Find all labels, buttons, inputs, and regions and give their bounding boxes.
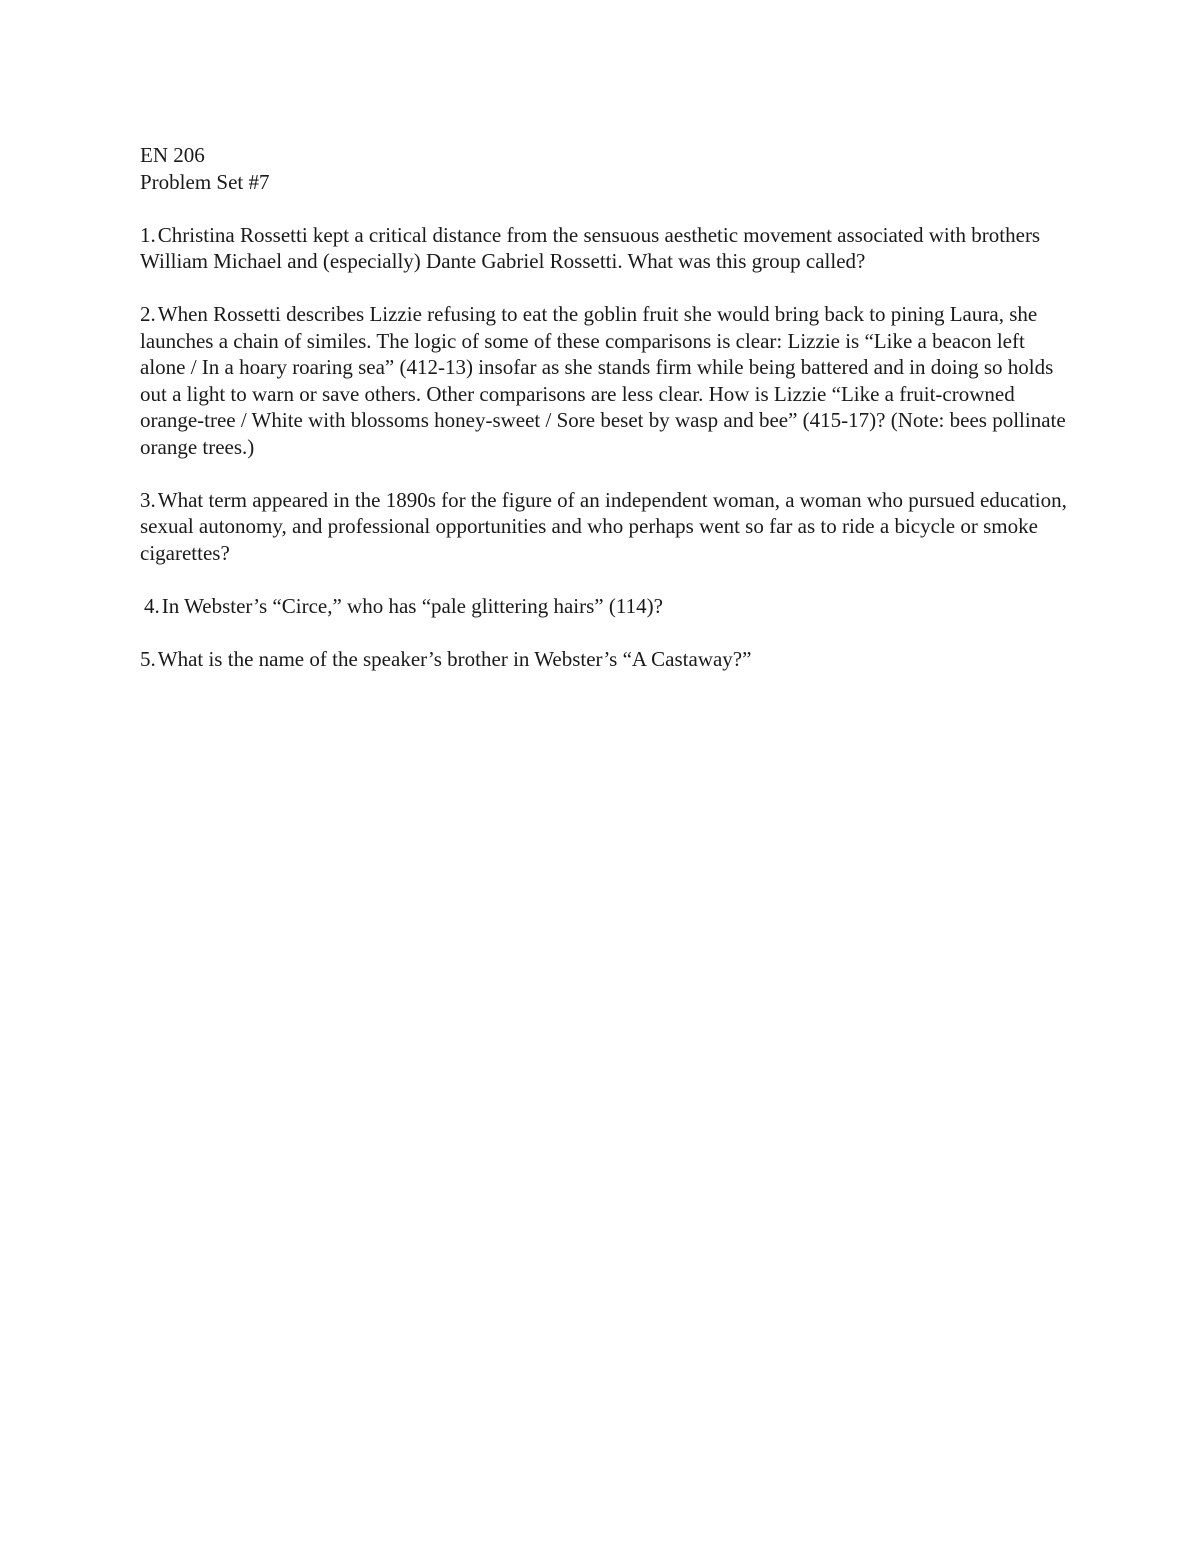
- question-text: What term appeared in the 1890s for the figure of an independent woman, a woman who pursued education, sexual autonomy, and professional opportunities and who perhaps went so far as to ride a bicycle or smoke cigarettes?: [140, 487, 1067, 565]
- document-body: [140, 142, 1075, 672]
- question-number: 4.: [144, 593, 160, 618]
- question-1: [140, 222, 1075, 275]
- question-number: 3.: [140, 487, 156, 512]
- question-4: [140, 593, 1075, 620]
- question-text: Christina Rossetti kept a critical distance from the sensuous aesthetic movement associated with brothers William Michael and (especially) Dante Gabriel Rossetti. What was this group called?: [140, 222, 1041, 273]
- question-number: 2.: [140, 302, 156, 326]
- question-number: 5.: [140, 646, 156, 671]
- question-text: What is the name of the speaker’s brother in Webster’s “A Castaway?”: [157, 646, 752, 671]
- question-text: In Webster’s “Circe,” who has “pale glittering hairs” (114)?: [161, 593, 663, 618]
- problem-set-title: Problem Set #7: [140, 169, 270, 194]
- question-2: [140, 301, 1075, 460]
- question-5: [140, 646, 1075, 673]
- question-number: 1.: [140, 222, 156, 247]
- question-3: [140, 487, 1075, 567]
- course-code: EN 206: [140, 143, 205, 167]
- question-text: When Rossetti describes Lizzie refusing to eat the goblin fruit she would bring back to pining Laura, she launches a chain of similes. The logic of some of these comparisons is clear: Lizzie is “Like a beacon left alone / In a hoary roaring sea” (412-13) insofar as she stands firm while being battered and in doing so holds out a light to warn or save others. Other comparisons are less clear. How is Lizzie “Like a fruit-crowned orange-tree / White with blossoms honey-sweet / Sore beset by wasp and bee” (415-17)? (Note: bees pollinate orange trees.): [140, 302, 1066, 459]
